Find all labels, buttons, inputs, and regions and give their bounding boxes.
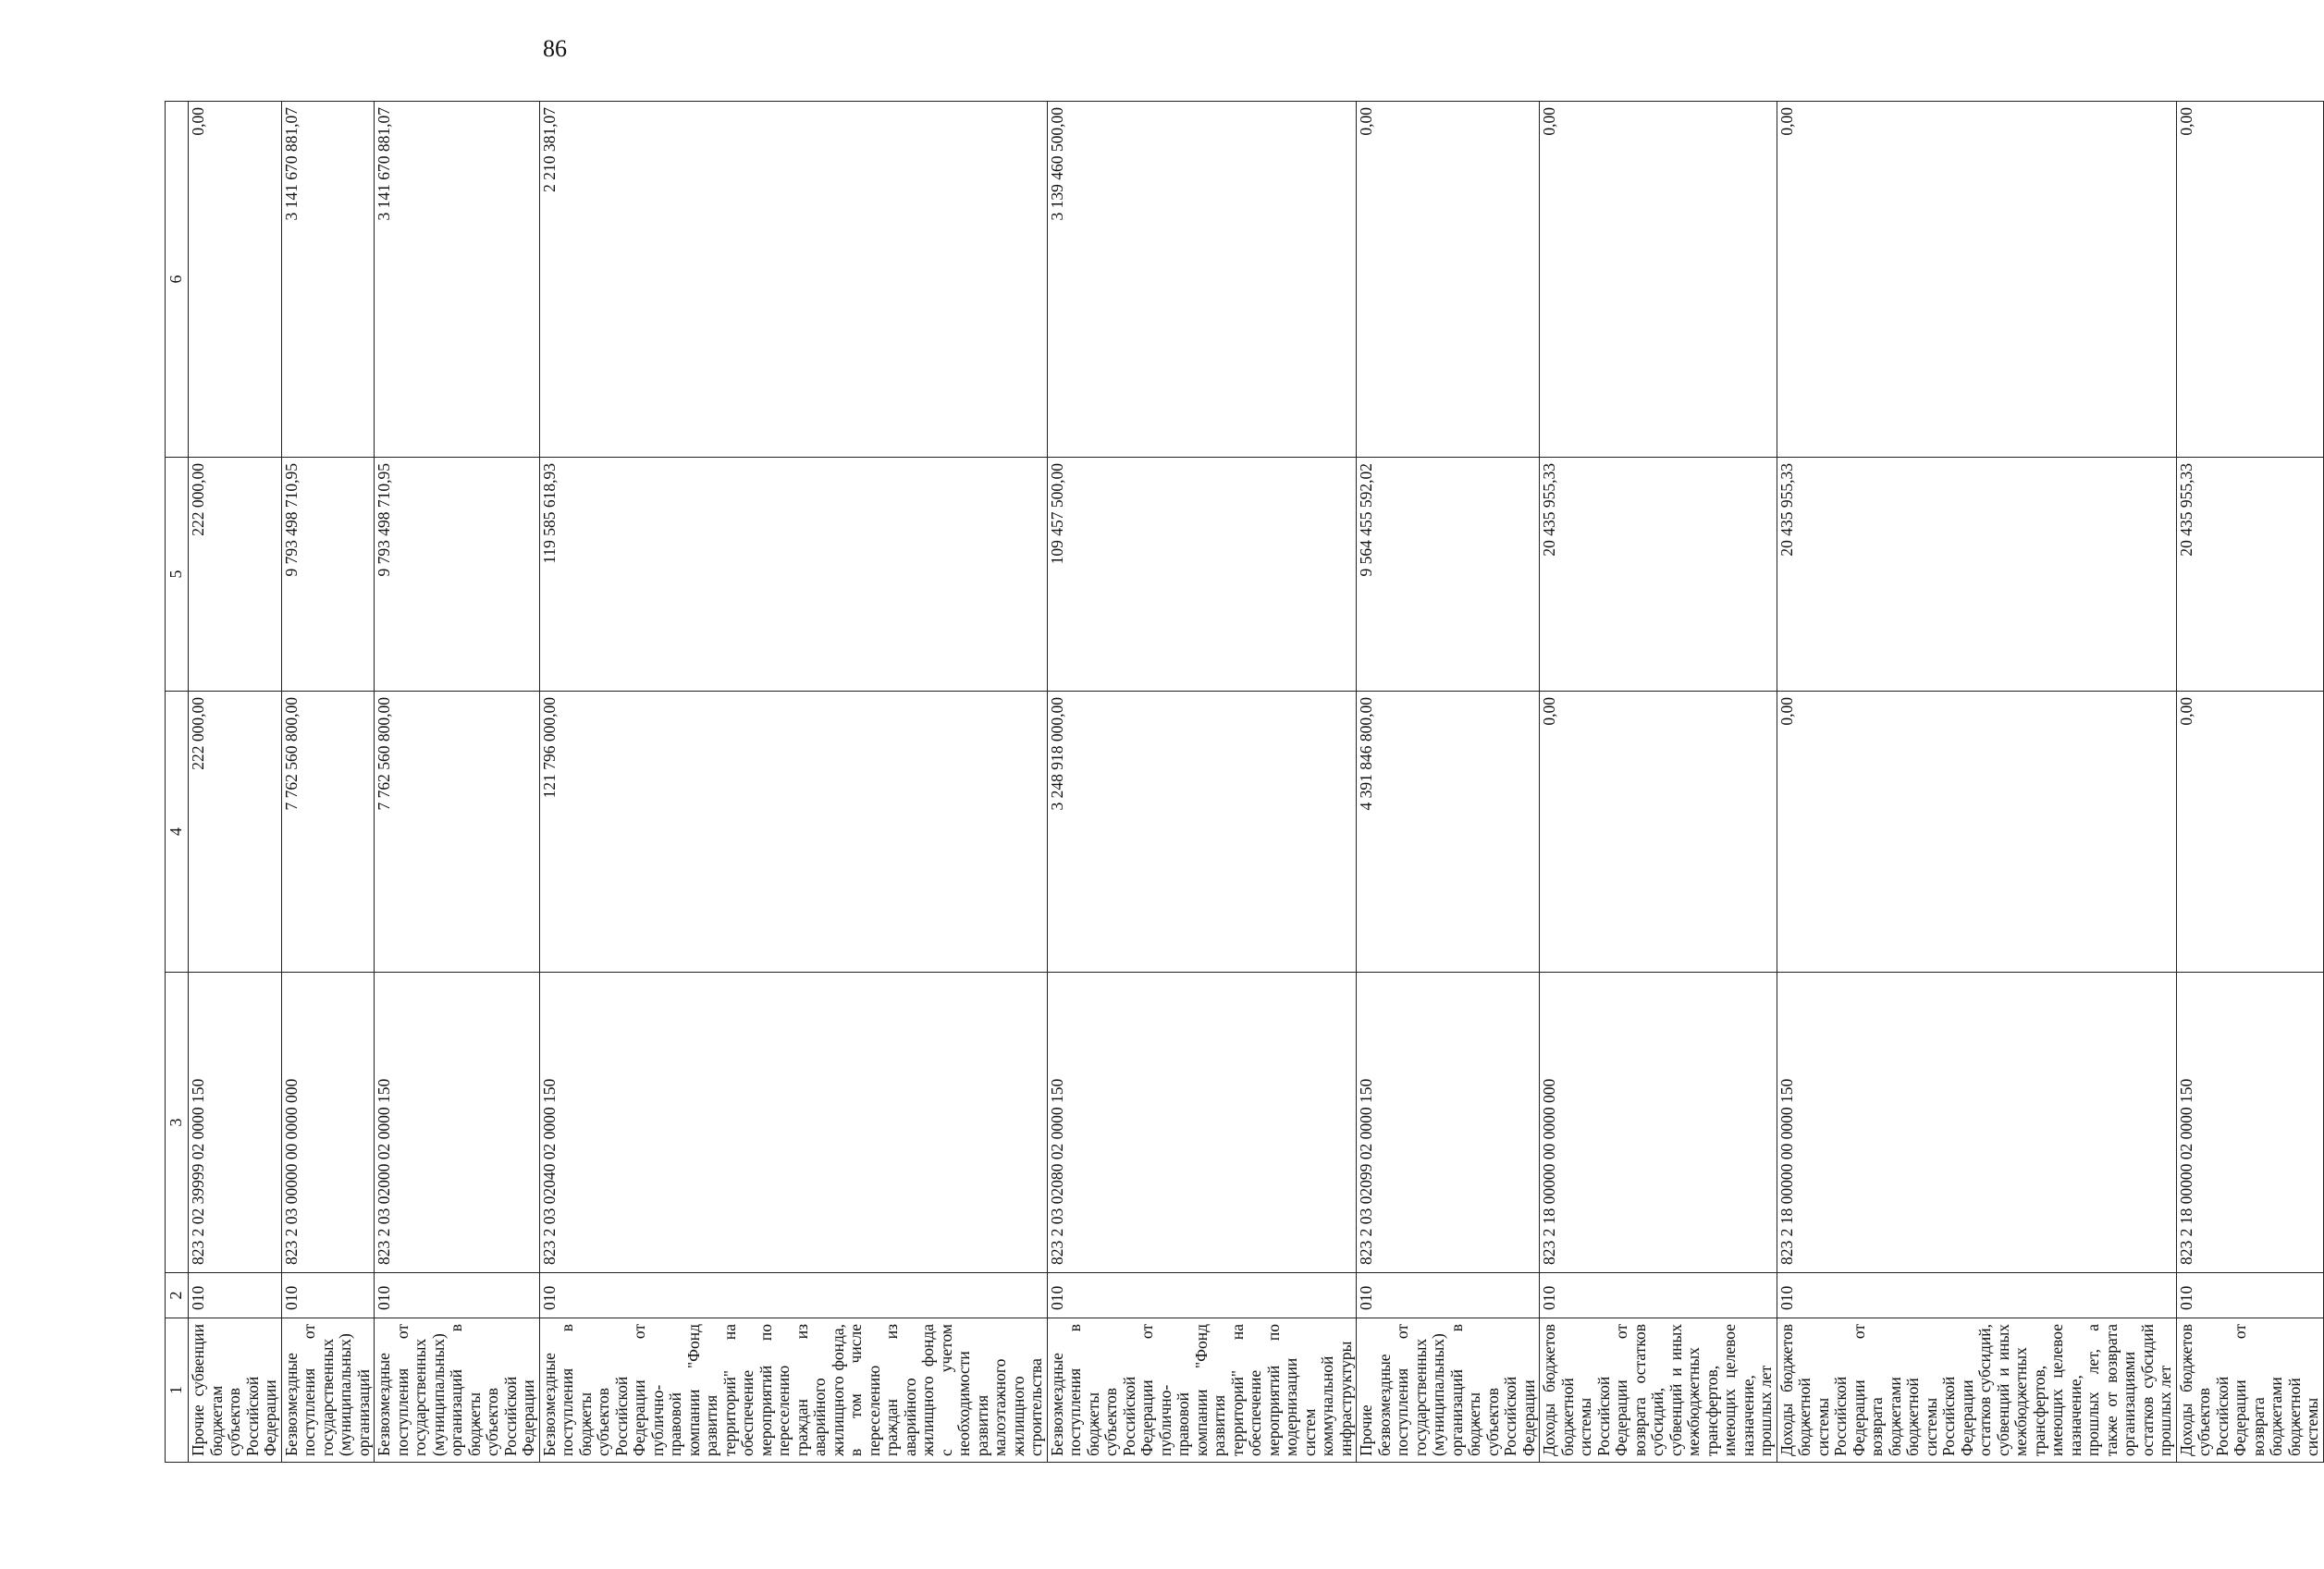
table-row	[1357, 102, 1540, 1463]
row-col5: 20 435 955,33	[1777, 458, 2176, 692]
row-col6: 3 141 670 881,07	[281, 102, 375, 458]
row-name: Доходы бюджетов бюджетной системы Российской Федерации от возврата бюджетами бюджетной системы Российской Федерации остатков субсидий, субвенций и иных межбюджетных трансфертов, имеющих целевое назначение, прошлых лет, а также от возврата организациями остатков субсидий прошлых лет	[1777, 1318, 2176, 1463]
row-col2: 010	[281, 1273, 375, 1318]
row-code: 823 2 18 00000 00 0000 000	[1540, 973, 1777, 1273]
row-col4: 222 000,00	[189, 692, 282, 973]
row-col4: 7 762 560 800,00	[281, 692, 375, 973]
column-header-4: 4	[166, 692, 189, 973]
row-col6: 0,00	[1777, 102, 2176, 458]
row-col5: 119 585 618,93	[539, 458, 1047, 692]
row-col4: 121 796 000,00	[539, 692, 1047, 973]
header-row	[166, 102, 189, 1463]
row-col2: 010	[1777, 1273, 2176, 1318]
row-col4: 7 762 560 800,00	[375, 692, 540, 973]
row-col4: 0,00	[1777, 692, 2176, 973]
row-code: 823 2 03 00000 00 0000 000	[281, 973, 375, 1273]
row-col2: 010	[1357, 1273, 1540, 1318]
row-code: 823 2 03 02099 02 0000 150	[1357, 973, 1540, 1273]
rotated-table-container	[165, 102, 2321, 1463]
row-code: 823 2 18 00000 00 0000 150	[1777, 973, 2176, 1273]
row-col5: 109 457 500,00	[1047, 458, 1357, 692]
table-row	[1777, 102, 2176, 1463]
row-col6: 0,00	[2176, 102, 2323, 458]
page-number: 86	[543, 35, 567, 62]
budget-revenue-table	[165, 101, 2324, 1463]
table-row	[189, 102, 282, 1463]
row-col5: 222 000,00	[189, 458, 282, 692]
row-col5: 9 564 455 592,02	[1357, 458, 1540, 692]
row-code: 823 2 03 02040 02 0000 150	[539, 973, 1047, 1273]
column-header-3: 3	[166, 973, 189, 1273]
row-col2: 010	[375, 1273, 540, 1318]
column-header-2: 2	[166, 1273, 189, 1318]
table-row	[1047, 102, 1357, 1463]
row-code: 823 2 03 02000 02 0000 150	[375, 973, 540, 1273]
row-name: Безвозмездные поступления в бюджеты субъектов Российской Федерации от публично-правовой компании "Фонд развития территорий" на обеспечение мероприятий по переселению граждан из аварийного жилищного фонда, в том числе переселению граждан из аварийного жилищного фонда с учетом необходимости развития малоэтажного жилищного строительства	[539, 1318, 1047, 1463]
row-name: Безвозмездные поступления от государственных (муниципальных) организаций	[281, 1318, 375, 1463]
row-name: Доходы бюджетов бюджетной системы Российской Федерации от возврата остатков субсидий, субвенций и иных межбюджетных трансфертов, имеющих целевое назначение, прошлых лет	[1540, 1318, 1777, 1463]
row-col4: 0,00	[1540, 692, 1777, 973]
row-code: 823 2 02 39999 02 0000 150	[189, 973, 282, 1273]
row-name: Прочие безвозмездные поступления от государственных (муниципальных) организаций в бюджеты субъектов Российской Федерации	[1357, 1318, 1540, 1463]
row-col4: 0,00	[2176, 692, 2323, 973]
row-col6: 3 139 460 500,00	[1047, 102, 1357, 458]
column-header-1: 1	[166, 1318, 189, 1463]
row-name: Безвозмездные поступления от государственных (муниципальных) организаций в бюджеты субъектов Российской Федерации	[375, 1318, 540, 1463]
row-col2: 010	[2176, 1273, 2323, 1318]
row-col2: 010	[189, 1273, 282, 1318]
row-col2: 010	[1047, 1273, 1357, 1318]
row-col2: 010	[1540, 1273, 1777, 1318]
row-col5: 9 793 498 710,95	[281, 458, 375, 692]
row-col6: 0,00	[1357, 102, 1540, 458]
row-col4: 4 391 846 800,00	[1357, 692, 1540, 973]
row-col6: 2 210 381,07	[539, 102, 1047, 458]
table-row	[1540, 102, 1777, 1463]
row-code: 823 2 18 00000 02 0000 150	[2176, 973, 2323, 1273]
row-name: Прочие субвенции бюджетам субъектов Российской Федерации	[189, 1318, 282, 1463]
row-col2: 010	[539, 1273, 1047, 1318]
column-header-5: 5	[166, 458, 189, 692]
row-col6: 3 141 670 881,07	[375, 102, 540, 458]
row-name: Доходы бюджетов субъектов Российской Федерации от возврата бюджетами бюджетной системы	[2176, 1318, 2323, 1463]
row-col6: 0,00	[1540, 102, 1777, 458]
table-row	[539, 102, 1047, 1463]
column-header-6: 6	[166, 102, 189, 458]
row-col4: 3 248 918 000,00	[1047, 692, 1357, 973]
table-row	[2176, 102, 2323, 1463]
table-row	[375, 102, 540, 1463]
row-name: Безвозмездные поступления в бюджеты субъектов Российской Федерации от публично-правовой компании "Фонд развития территорий" на обеспечение мероприятий по модернизации систем коммунальной инфраструктуры	[1047, 1318, 1357, 1463]
row-col5: 20 435 955,33	[2176, 458, 2323, 692]
row-col6: 0,00	[189, 102, 282, 458]
table-row	[281, 102, 375, 1463]
row-code: 823 2 03 02080 02 0000 150	[1047, 973, 1357, 1273]
row-col5: 20 435 955,33	[1540, 458, 1777, 692]
row-col5: 9 793 498 710,95	[375, 458, 540, 692]
